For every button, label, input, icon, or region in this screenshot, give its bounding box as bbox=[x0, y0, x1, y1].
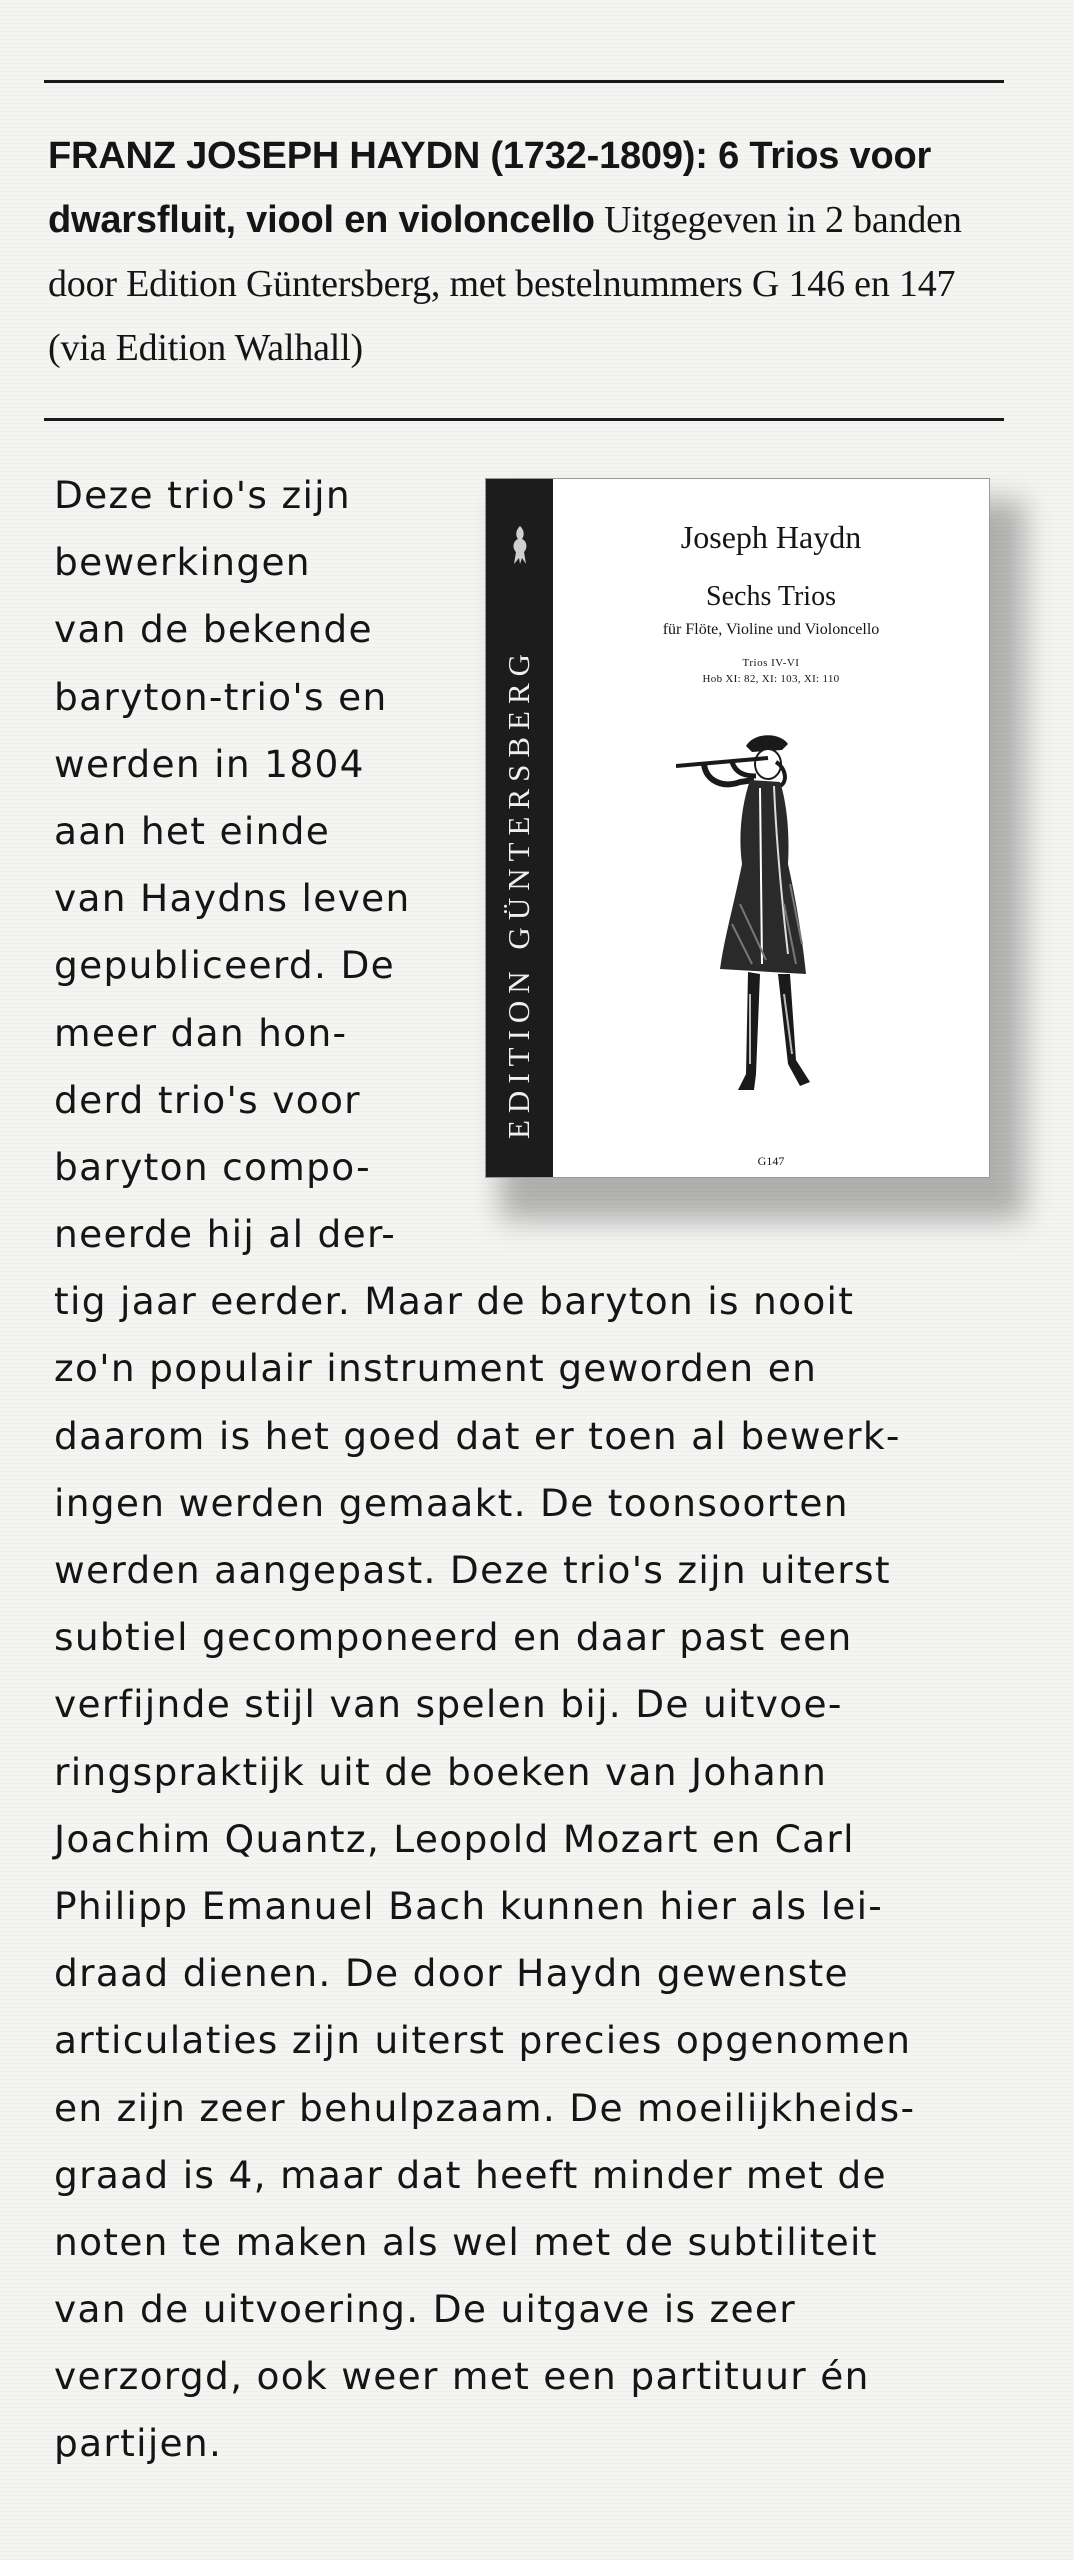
article-line: zo'n populair instrument geworden en bbox=[54, 1346, 818, 1391]
cover-trios-number: Trios IV-VI bbox=[742, 657, 800, 669]
article-line: ringspraktijk uit de boeken van Johann bbox=[54, 1749, 828, 1794]
article-line: subtiel gecomponeerd en daar past een bbox=[54, 1615, 853, 1660]
article-line: van de uitvoering. De uitgave is zeer bbox=[54, 2287, 796, 2332]
cover-title: Sechs Trios bbox=[706, 581, 836, 612]
cover-subtitle: für Flöte, Violine und Violoncello bbox=[662, 621, 880, 638]
article-line: articulaties zijn uiterst precies opgenomen bbox=[54, 2018, 912, 2063]
article-line: ingen werden gemaakt. De toonsoorten bbox=[54, 1480, 849, 1525]
article-line: gepubliceerd. De bbox=[54, 943, 395, 988]
review-header bbox=[48, 124, 1008, 380]
article-line: neerde hij al der- bbox=[54, 1212, 397, 1257]
header-title: FRANZ JOSEPH HAYDN (1732-1809): 6 Trios voor dwarsfluit, viool en violoncello bbox=[48, 135, 932, 241]
article-line: derd trio's voor bbox=[54, 1077, 361, 1122]
article-line: meer dan hon- bbox=[54, 1010, 348, 1055]
article-line: en zijn zeer behulpzaam. De moeilijkheids- bbox=[54, 2085, 916, 2130]
article-line: noten te maken als wel met de subtiliteit bbox=[54, 2219, 878, 2264]
article-line: van de bekende bbox=[54, 607, 373, 652]
article-line: van Haydns leven bbox=[54, 876, 411, 921]
article-line: partijen. bbox=[54, 2421, 223, 2466]
article-line: baryton compo- bbox=[54, 1144, 371, 1189]
article-line: verfijnde stijl van spelen bij. De uitvoe- bbox=[54, 1682, 843, 1727]
article-line: Philipp Emanuel Bach kunnen hier als lei- bbox=[54, 1883, 884, 1928]
header-publication-info: Uitgegeven in 2 banden door Edition Güntersberg, met bestelnummers G 146 en 147 (via Edition Walhall) bbox=[48, 199, 962, 369]
article-line: bewerkingen bbox=[54, 540, 311, 585]
top-rule bbox=[44, 80, 1004, 83]
cover-composer: Joseph Haydn bbox=[680, 519, 862, 555]
article-line: Joachim Quantz, Leopold Mozart en Carl bbox=[54, 1816, 855, 1861]
article-line: baryton-trio's en bbox=[54, 674, 388, 719]
article-line: graad is 4, maar dat heeft minder met de bbox=[54, 2152, 887, 2197]
header-bottom-rule bbox=[44, 418, 1004, 421]
article-line: daarom is het goed dat er toen al bewerk- bbox=[54, 1413, 901, 1458]
article-line: aan het einde bbox=[54, 808, 331, 853]
article-line: draad dienen. De door Haydn gewenste bbox=[54, 1951, 849, 1996]
article-line: tig jaar eerder. Maar de baryton is nooit bbox=[54, 1279, 855, 1324]
article-body bbox=[54, 462, 1012, 2478]
cover-spine-text: EDITION GÜNTERSBERG bbox=[501, 646, 536, 1139]
article-line: werden in 1804 bbox=[54, 741, 365, 786]
cover-order-code: G147 bbox=[757, 1154, 785, 1168]
article-line: Deze trio's zijn bbox=[54, 473, 351, 517]
article-line: werden aangepast. Deze trio's zijn uiterst bbox=[54, 1548, 891, 1592]
cover-hoboken-number: Hob XI: 82, XI: 103, XI: 110 bbox=[702, 673, 840, 685]
article-line: verzorgd, ook weer met een partituur én bbox=[54, 2354, 870, 2399]
